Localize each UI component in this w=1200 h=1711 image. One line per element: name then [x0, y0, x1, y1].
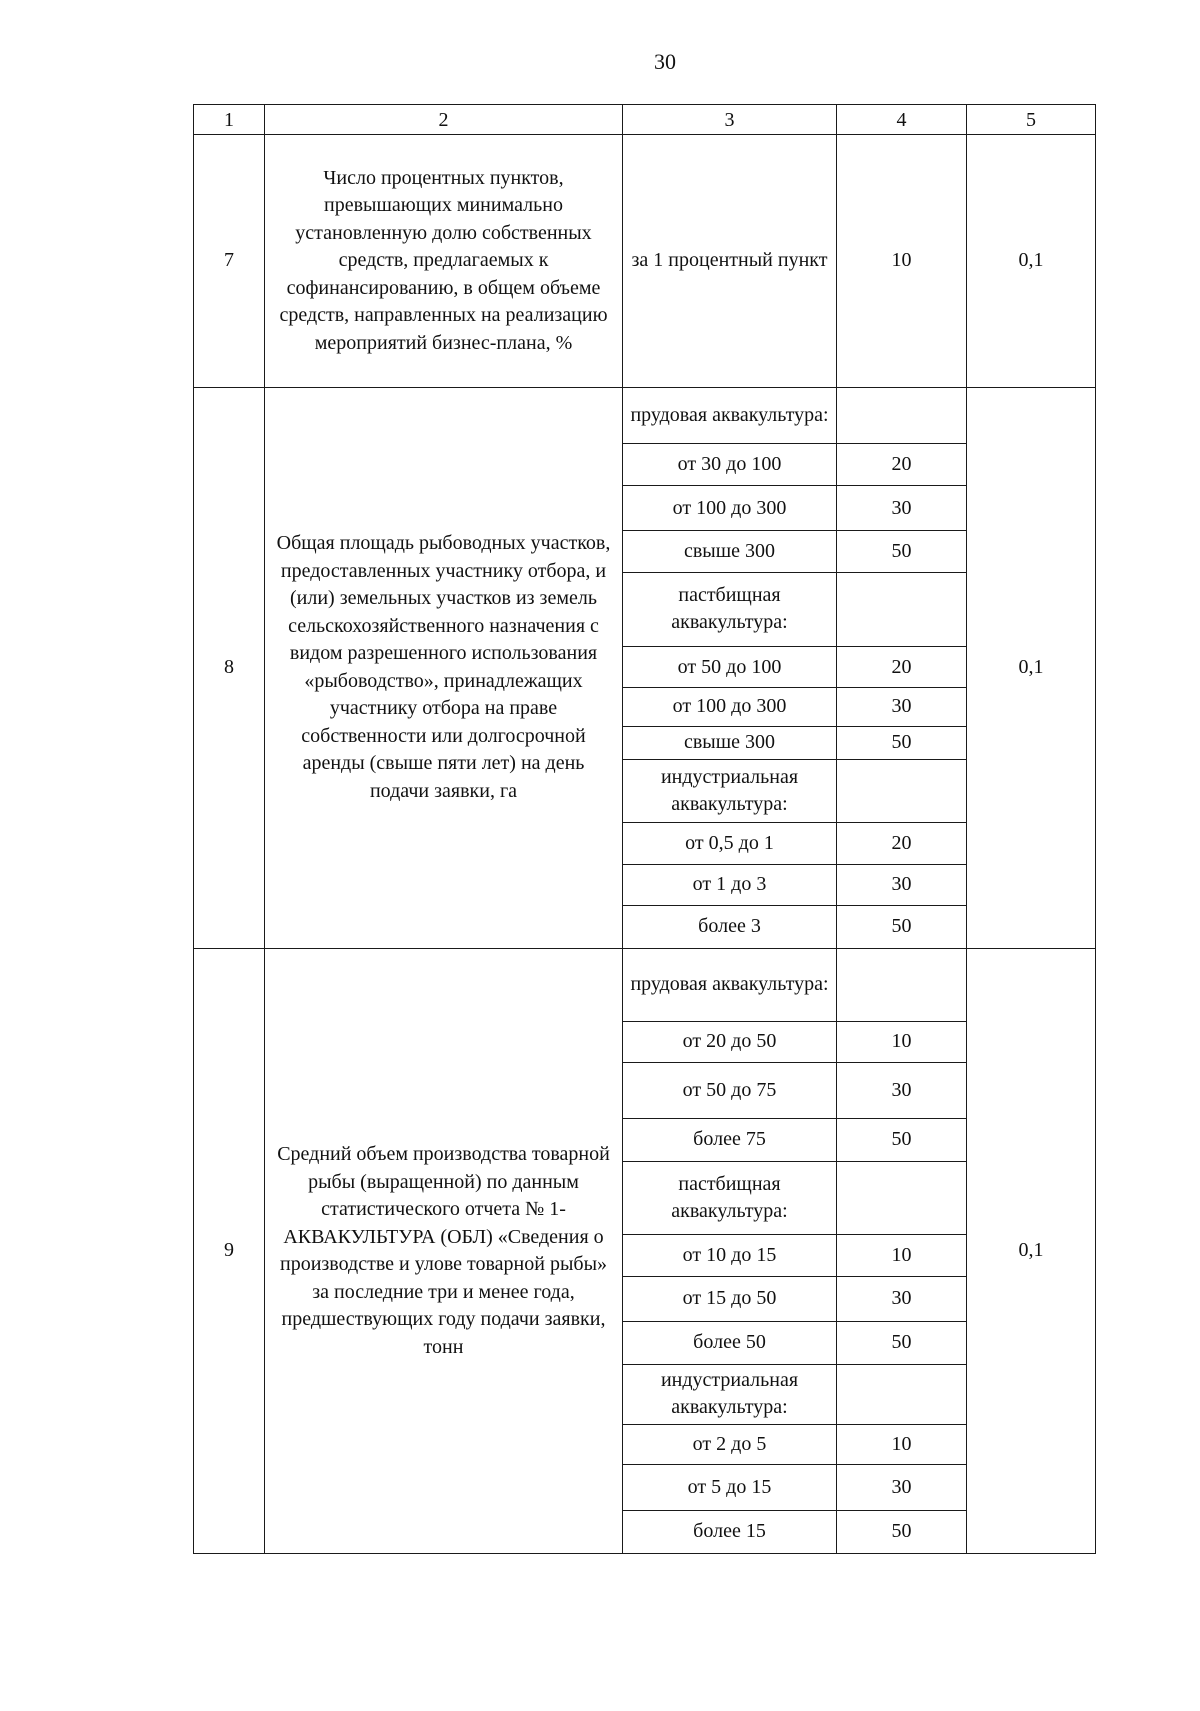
criterion-label: более 3 [623, 905, 837, 948]
criterion-points: 10 [837, 1425, 967, 1465]
criterion-points: 30 [837, 1277, 967, 1322]
criterion-points: 50 [837, 1322, 967, 1364]
criterion-label: от 5 до 15 [623, 1465, 837, 1510]
criterion-label: пастбищная аквакультура: [623, 572, 837, 646]
criterion-points [837, 759, 967, 822]
criterion-label: от 50 до 100 [623, 647, 837, 688]
criterion-label: от 2 до 5 [623, 1425, 837, 1465]
criterion-points: 10 [837, 1021, 967, 1062]
row-number: 9 [194, 949, 265, 1554]
page-number: 30 [654, 49, 676, 74]
criterion-label: от 100 до 300 [623, 688, 837, 726]
criterion-points: 20 [837, 823, 967, 864]
criterion-points [837, 1364, 967, 1424]
criterion-label: от 15 до 50 [623, 1277, 837, 1322]
criterion-points: 20 [837, 647, 967, 688]
criterion-label: индустриальная аквакультура: [623, 1364, 837, 1424]
criterion-points: 30 [837, 486, 967, 531]
criteria-table [193, 104, 1096, 1554]
criterion-label: свыше 300 [623, 726, 837, 759]
column-header: 5 [967, 105, 1096, 135]
criterion-points [837, 1162, 967, 1234]
row-weight: 0,1 [967, 387, 1096, 948]
row-weight: 0,1 [967, 949, 1096, 1554]
table-row [194, 135, 1096, 388]
criterion-points: 50 [837, 1510, 967, 1553]
criterion-points: 30 [837, 1062, 967, 1118]
row-description: Средний объем производства товарной рыбы (выращенной) по данным статистического отчета № 1-АКВАКУЛЬТУРА (ОБЛ) «Сведения о производстве и улове товарной рыбы» за последние три и менее года, предшествующих году подачи заявки, тонн [265, 949, 623, 1554]
criterion-label: от 50 до 75 [623, 1062, 837, 1118]
column-header: 4 [837, 105, 967, 135]
column-header: 2 [265, 105, 623, 135]
criterion-label: свыше 300 [623, 531, 837, 572]
row-weight: 0,1 [967, 135, 1096, 388]
table-row [194, 387, 1096, 443]
criterion-label: от 30 до 100 [623, 443, 837, 485]
criterion-points: 30 [837, 864, 967, 905]
criterion-label: более 50 [623, 1322, 837, 1364]
criterion-points: 30 [837, 1465, 967, 1510]
column-header: 1 [194, 105, 265, 135]
criterion-points: 10 [837, 1234, 967, 1276]
criterion-label: от 1 до 3 [623, 864, 837, 905]
criterion-points: 50 [837, 1119, 967, 1162]
row-description: Число процентных пунктов, превышающих минимально установленную долю собственных средств, предлагаемых к софинансированию, в общем объеме средств, направленных на реализацию мероприятий бизнес-плана, % [265, 135, 623, 388]
row-number: 7 [194, 135, 265, 388]
criterion-label: индустриальная аквакультура: [623, 759, 837, 822]
criterion-label: прудовая аквакультура: [623, 949, 837, 1021]
criterion-points: 50 [837, 726, 967, 759]
criterion-label: от 0,5 до 1 [623, 823, 837, 864]
criterion-points: 20 [837, 443, 967, 485]
criterion-points [837, 949, 967, 1021]
criterion-label: прудовая аквакультура: [623, 387, 837, 443]
criterion-points [837, 572, 967, 646]
criterion-label: от 20 до 50 [623, 1021, 837, 1062]
criterion-label: от 10 до 15 [623, 1234, 837, 1276]
criterion-points: 50 [837, 531, 967, 572]
table-row [194, 949, 1096, 1021]
criterion-label: более 15 [623, 1510, 837, 1553]
column-header: 3 [623, 105, 837, 135]
row-description: Общая площадь рыбоводных участков, предоставленных участнику отбора, и (или) земельных участков из земель сельскохозяйственного назначения с видом разрешенного использования «рыбоводство», принадлежащих участнику отбора на праве собственности или долгосрочной аренды (свыше пяти лет) на день подачи заявки, га [265, 387, 623, 948]
criterion-points: 50 [837, 905, 967, 948]
criterion-points: 10 [837, 135, 967, 388]
criterion-label: за 1 процентный пункт [623, 135, 837, 388]
table-header-row [194, 105, 1096, 135]
criterion-label: более 75 [623, 1119, 837, 1162]
criterion-label: от 100 до 300 [623, 486, 837, 531]
criterion-points [837, 387, 967, 443]
criterion-label: пастбищная аквакультура: [623, 1162, 837, 1234]
row-number: 8 [194, 387, 265, 948]
criterion-points: 30 [837, 688, 967, 726]
